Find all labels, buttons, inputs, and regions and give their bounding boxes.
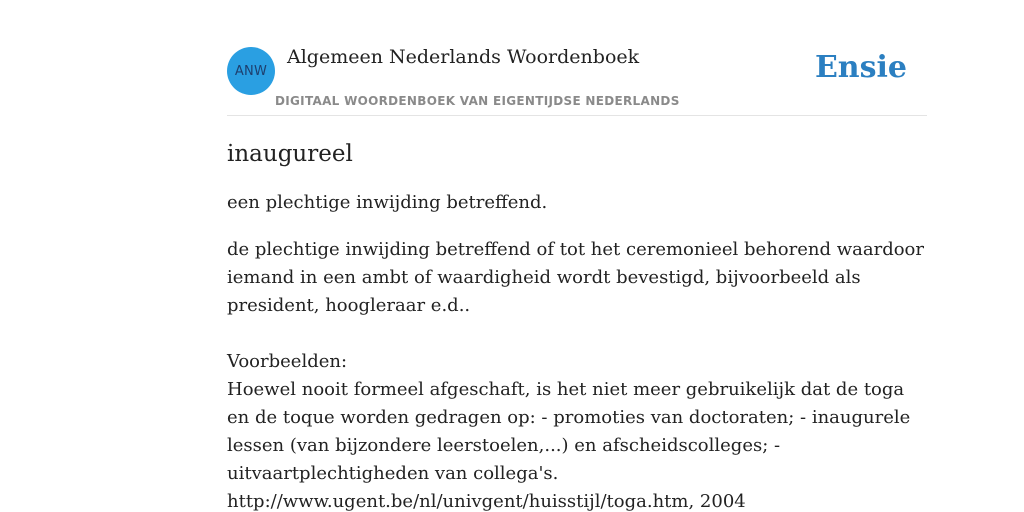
ensie-brand-logo[interactable]: Ensie (814, 50, 907, 85)
headword: inaugureel (227, 141, 353, 167)
anw-logo[interactable] (227, 47, 275, 95)
site-title[interactable]: Algemeen Nederlands Woordenboek (287, 46, 640, 68)
entry-content (227, 136, 927, 512)
examples-label: Voorbeelden: (227, 351, 348, 372)
site-header (227, 40, 927, 116)
site-subtitle: DIGITAAL WOORDENBOEK VAN EIGENTIJDSE NEDERLANDS (275, 94, 680, 108)
long-definition: de plechtige inwijding betreffend of tot het ceremonieel behorend waardoor iemand in een ambt of waardigheid wordt bevestigd, bijvoorbeeld als president, hoogleraar e.d.. (227, 239, 924, 316)
short-definition: een plechtige inwijding betreffend. (227, 192, 548, 213)
example-source-link[interactable]: http://www.ugent.be/nl/univgent/huisstijl/toga.htm, 2004 (227, 491, 746, 512)
logo-text: ANW (234, 63, 268, 79)
example-text: Hoewel nooit formeel afgeschaft, is het niet meer gebruikelijk dat de toga en de toque worden gedragen op: - promoties van doctoraten; - inaugurele lessen (van bijzondere leerstoelen,...) en afscheidscolleges; - uitvaartplechtigheden van collega's. (227, 379, 911, 484)
spacer (227, 320, 927, 348)
